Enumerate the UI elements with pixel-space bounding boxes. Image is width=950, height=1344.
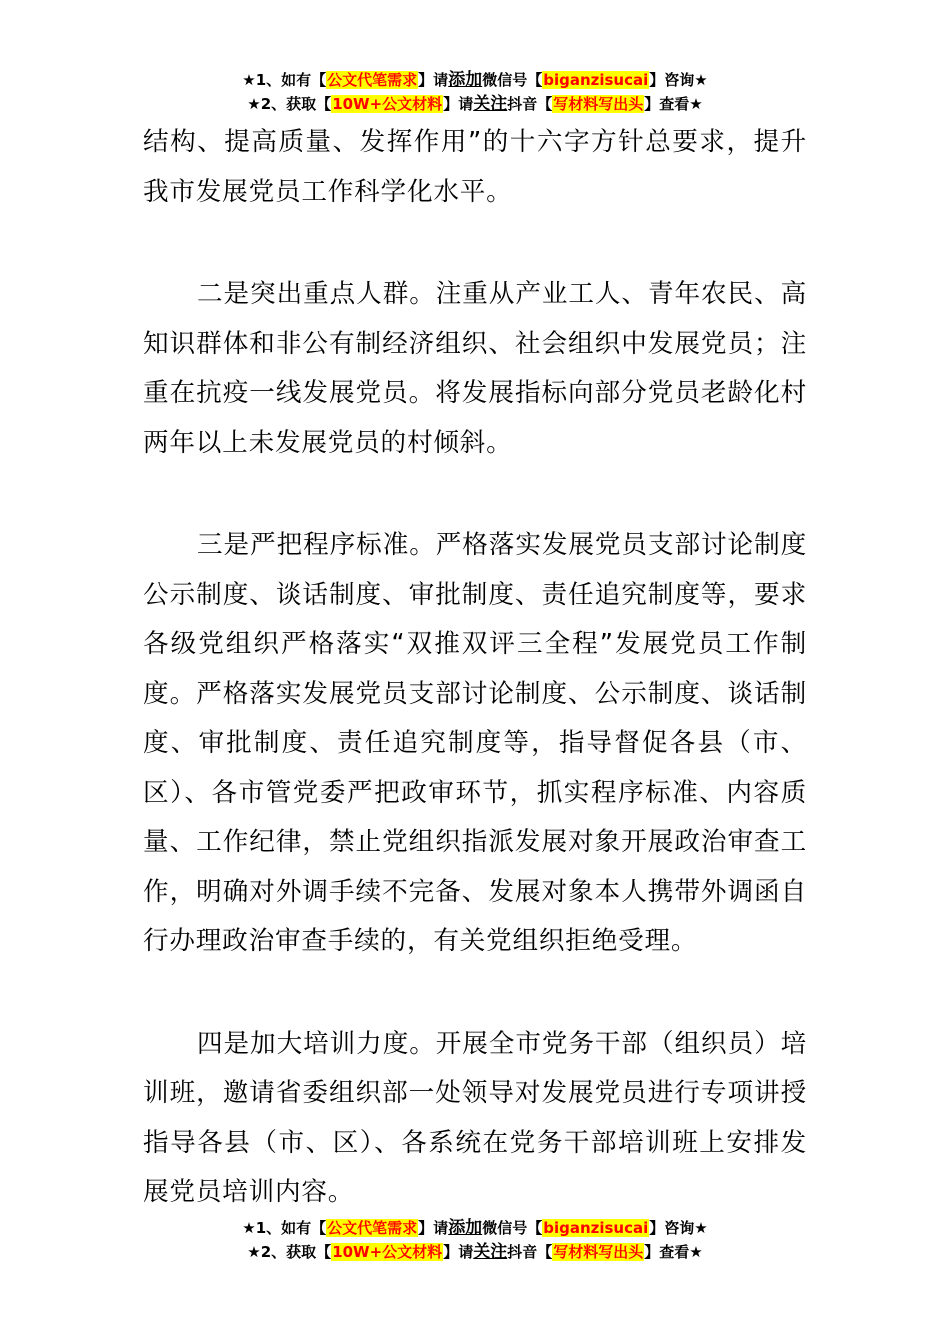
footer-banner — [0, 1216, 950, 1264]
paragraph-training: 四是加大培训力度。开展全市党务干部（组织员）培训班，邀请省委组织部一处领导对发展党员进行专项讲授指导各县（市、区）、各系统在党务干部培训班上安排发展党员培训内容。 — [143, 1028, 807, 1207]
banner-emphasis: 关注 — [473, 94, 508, 114]
banner-highlight: 公文代笔需求 — [327, 1219, 418, 1237]
banner-text: 】咨询★ — [649, 71, 708, 89]
banner-line-1 — [0, 68, 950, 92]
banner-text: 】查看★ — [644, 1243, 703, 1261]
banner-text: 】咨询★ — [649, 1219, 708, 1237]
banner-line-2 — [0, 1240, 950, 1264]
banner-wechat-id: biganzisucai — [543, 1219, 649, 1237]
banner-text: 】请 — [443, 1243, 474, 1261]
banner-text: ★2、获取【 — [247, 95, 332, 113]
banner-text: ★1、如有【 — [242, 71, 327, 89]
banner-wechat-id: biganzisucai — [543, 71, 649, 89]
banner-text: 】请 — [443, 95, 474, 113]
banner-text: 微信号【 — [482, 1219, 543, 1237]
banner-text: 】请 — [418, 71, 449, 89]
banner-text: 抖音【 — [507, 1243, 553, 1261]
banner-text: 】查看★ — [644, 95, 703, 113]
banner-emphasis: 添加 — [448, 70, 483, 90]
banner-line-1 — [0, 1216, 950, 1240]
banner-emphasis: 添加 — [448, 1218, 483, 1238]
banner-emphasis: 关注 — [473, 1242, 508, 1262]
banner-highlight: 10W+公文材料 — [332, 1243, 443, 1261]
banner-text: 微信号【 — [482, 71, 543, 89]
banner-text: ★1、如有【 — [242, 1219, 327, 1237]
banner-douyin-id: 写材料写出头 — [553, 95, 644, 113]
banner-highlight: 公文代笔需求 — [327, 71, 418, 89]
banner-text: 】请 — [418, 1219, 449, 1237]
banner-douyin-id: 写材料写出头 — [553, 1243, 644, 1261]
header-banner — [0, 68, 950, 116]
paragraph-procedures: 三是严把程序标准。严格落实发展党员支部讨论制度公示制度、谈话制度、审批制度、责任追究制度等，要求各级党组织严格落实“双推双评三全程”发展党员工作制度。严格落实发展党员支部讨论制度、公示制度、谈话制度、审批制度、责任追究制度等，指导督促各县（市、区）、各市管党委严把政审环节，抓实程序标准、内容质量、工作纪律，禁止党组织指派发展对象开展政治审查工作，明确对外调手续不完备、发展对象本人携带外调函自行办理政治审查手续的，有关党组织拒绝受理。 — [143, 530, 807, 956]
banner-text: 抖音【 — [507, 95, 553, 113]
banner-line-2 — [0, 92, 950, 116]
paragraph-key-groups: 二是突出重点人群。注重从产业工人、青年农民、高知识群体和非公有制经济组织、社会组织中发展党员；注重在抗疫一线发展党员。将发展指标向部分党员老龄化村两年以上未发展党员的村倾斜。 — [143, 279, 807, 458]
document-body — [143, 118, 807, 1218]
paragraph-continued: 结构、提高质量、发挥作用”的十六字方针总要求，提升我市发展党员工作科学化水平。 — [143, 127, 807, 207]
banner-text: ★2、获取【 — [247, 1243, 332, 1261]
banner-highlight: 10W+公文材料 — [332, 95, 443, 113]
